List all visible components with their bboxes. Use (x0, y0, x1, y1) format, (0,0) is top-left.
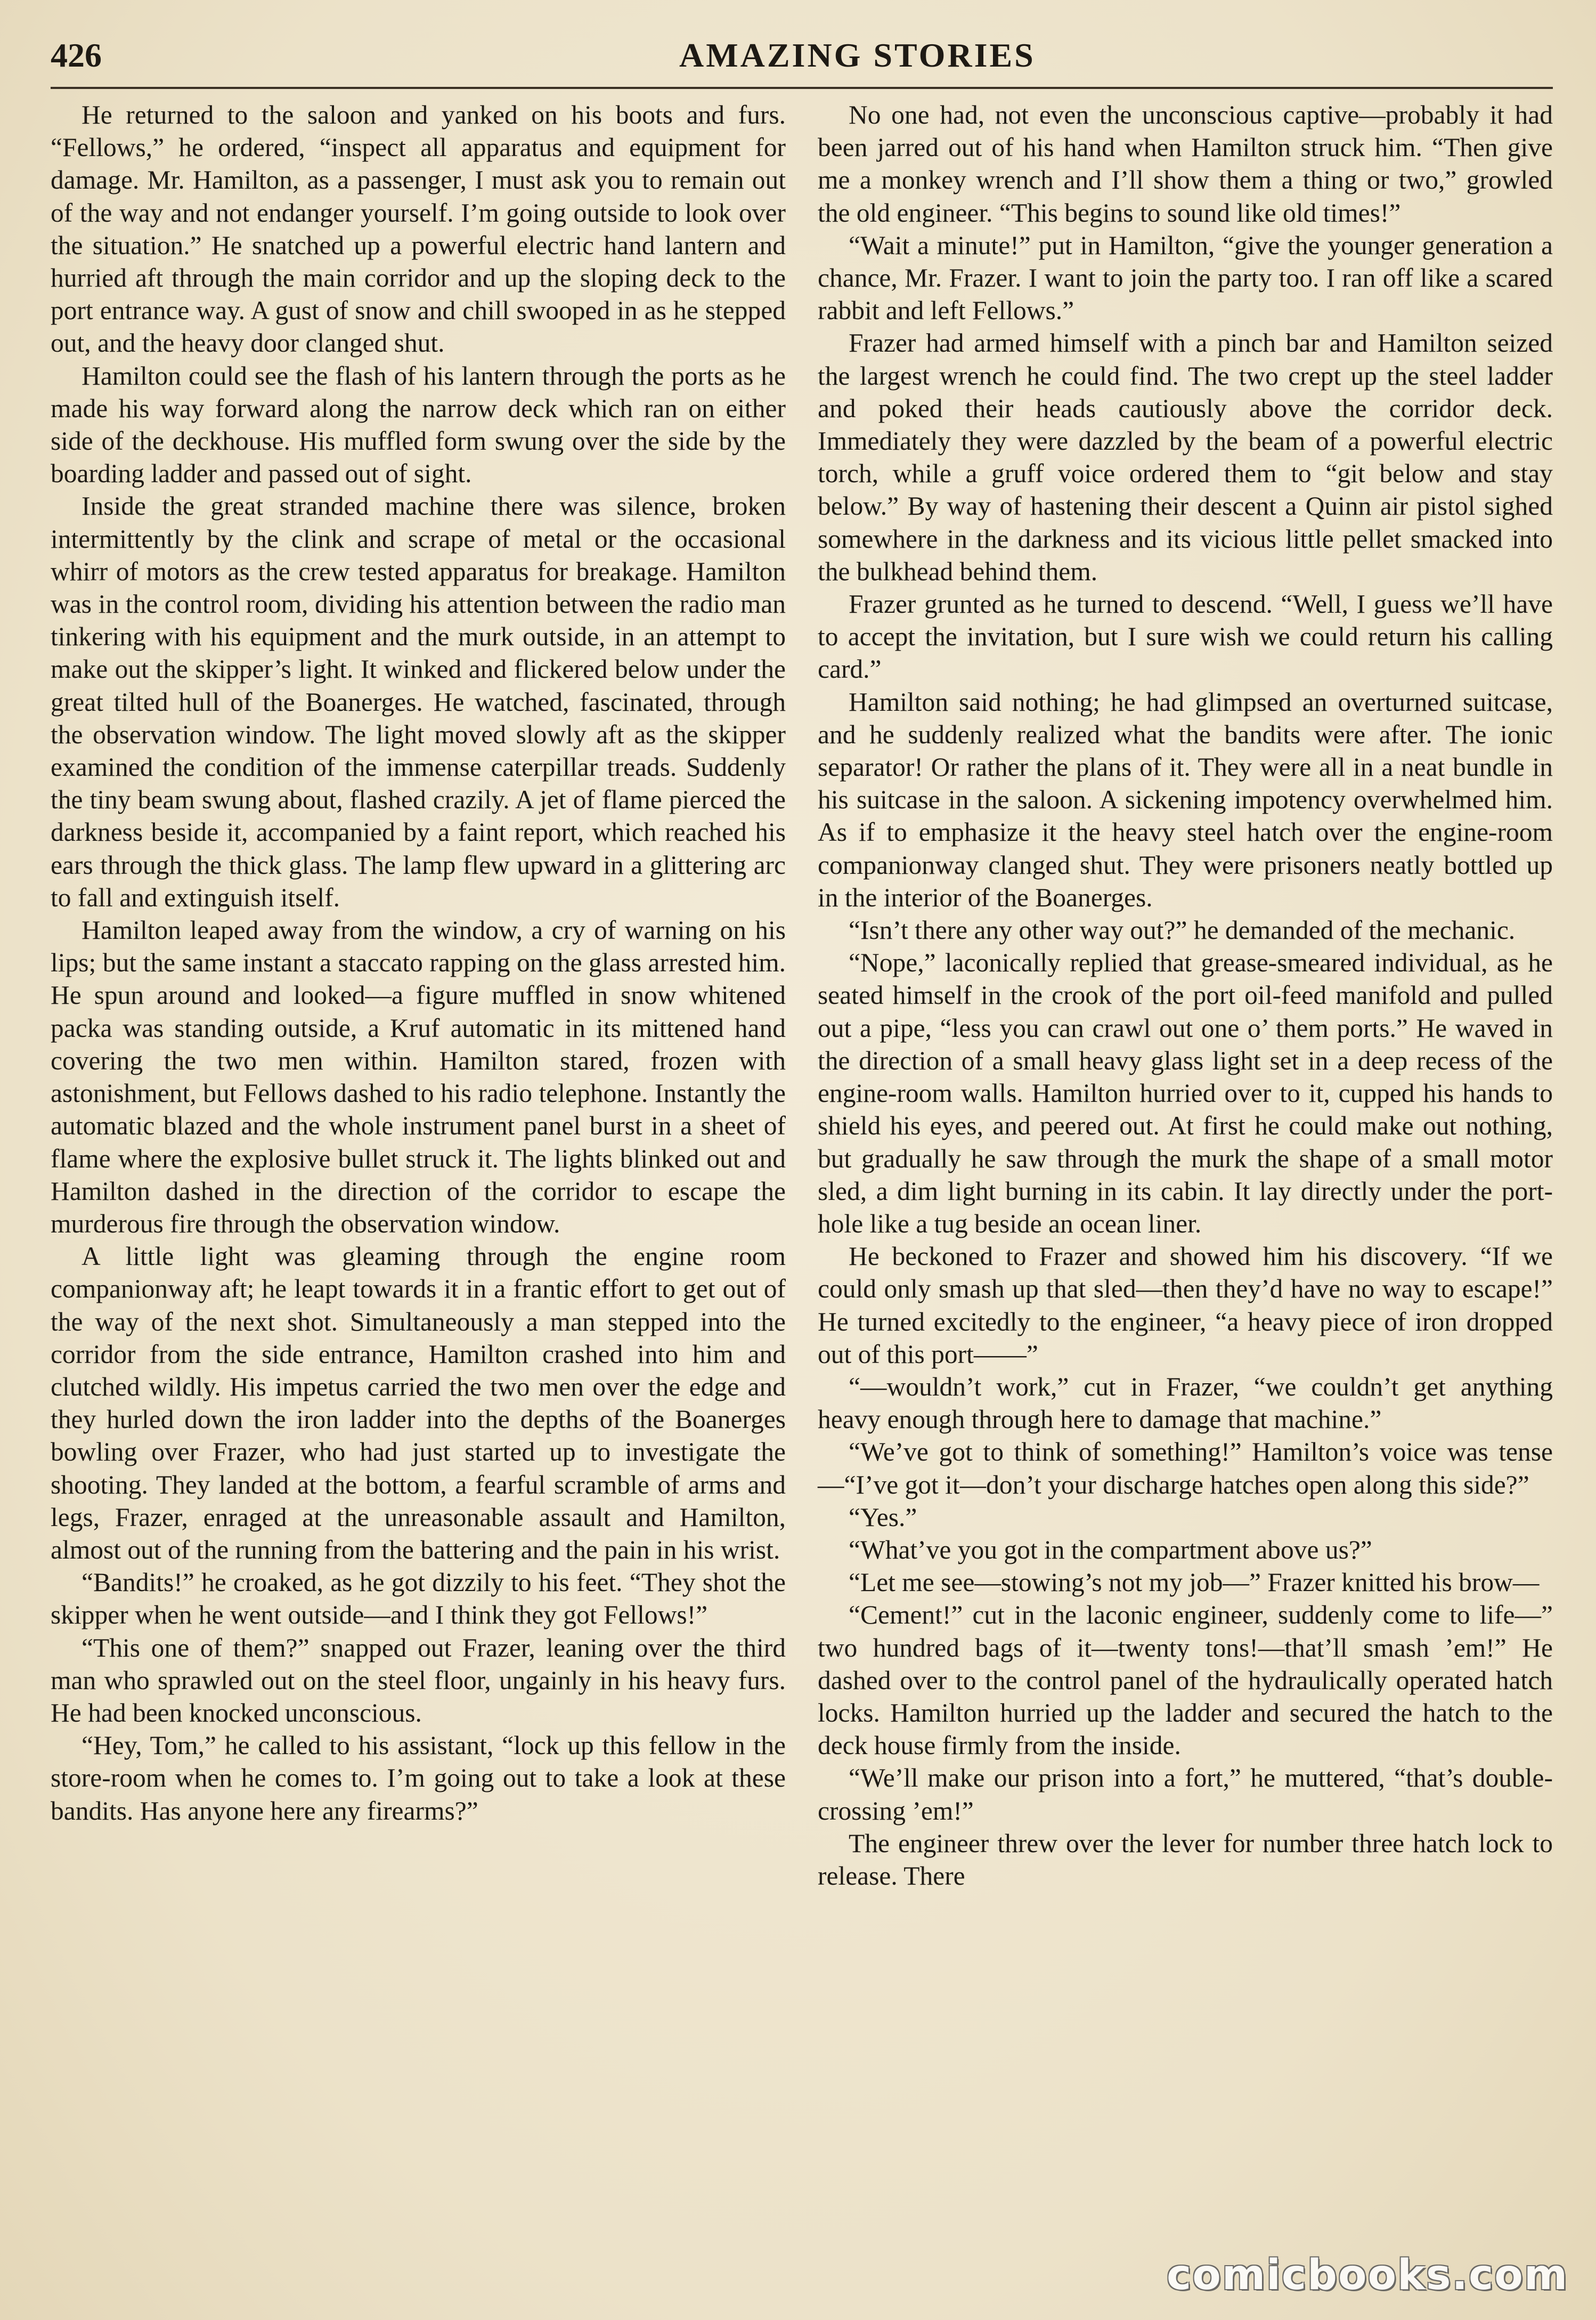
paragraph: “—wouldn’t work,” cut in Frazer, “we couldn’t get anything heavy enough through here to damage that machine.” (818, 1372, 1553, 1434)
paragraph: Hamilton leaped away from the window, a cry of warning on his lips; but the same instant a staccato rapping on the glass arrested him. He spun around and looked—a figure muffled in snow whitened packa was standing outside, a Kruf automatic in its mittened hand covering the two men within. Hamilton stared, frozen with astonishment, but Fellows dashed to his radio telephone. Instantly the automatic blazed and the whole instrument panel burst in a sheet of flame where the explosive bullet struck it. The lights blinked out and Hamilton dashed in the direction of the corridor to escape the murderous fire through the observation window. (51, 915, 786, 1238)
paragraph: A little light was gleaming through the engine room companionway aft; he leapt towards it in a frantic effort to get out of the way of the next shot. Simultaneously a man stepped into the corridor from the side entrance, Hamilton crashed into him and clutched wildly. His impetus carried the two men over the edge and they hurled down the iron ladder into the depths of the Boanerges bowling over Frazer, who had just started up to investigate the shooting. They landed at the bottom, a fearful scramble of arms and legs, Frazer, enraged at the unreasonable assault and Hamilton, almost out of the running from the battering and the pain in his wrist. (51, 1242, 786, 1564)
paragraph: No one had, not even the unconscious captive—probably it had been jarred out of his hand when Hamilton struck him. “Then give me a monkey wrench and I’ll show them a thing or two,” growled the old engineer. “This begins to sound like old times!” (818, 100, 1553, 228)
watermark: comicbooks.com (1167, 2251, 1569, 2299)
page-header (51, 29, 1553, 88)
paragraph: “We’ve got to think of something!” Hamilton’s voice was tense—“I’ve got it—don’t your discharge hatches open along this side?” (818, 1437, 1553, 1499)
paragraph: He beckoned to Frazer and showed him his discovery. “If we could only smash up that sled—then they’d have no way to escape!” He turned excitedly to the engineer, “a heavy piece of iron dropped out of this port——” (818, 1242, 1553, 1369)
right-column (818, 99, 1553, 1892)
paragraph: “Cement!” cut in the laconic engineer, suddenly come to life—” two hundred bags of it—twenty tons!—that’ll smash ’em!” He dashed over to the control panel of the hydraulically operated hatch locks. Hamilton hurried up the ladder and secured the hatch to the deck house firmly from the inside. (818, 1600, 1553, 1761)
paragraph: “Nope,” laconically replied that grease-smeared individual, as he seated himself in the crook of the port oil-feed manifold and pulled out a pipe, “less you can crawl out one o’ them ports.” He waved in the direction of a small heavy glass light set in a deep recess of the engine-room walls. Hamilton hurried over to it, cupped his hands to shield his eyes, and peered out. At first he could make out nothing, but gradually he saw through the murk the shape of a small motor sled, a dim light burning in its cabin. It lay directly under the port-hole like a tug beside an ocean liner. (818, 948, 1553, 1238)
paragraph: Frazer grunted as he turned to descend. “Well, I guess we’ll have to accept the invitation, but I sure wish we could return his calling card.” (818, 589, 1553, 684)
magazine-title: AMAZING STORIES (679, 36, 1036, 74)
paragraph: “What’ve you got in the compartment above us?” (849, 1535, 1372, 1564)
paragraph: Hamilton could see the flash of his lantern through the ports as he made his way forward along the narrow deck which ran on either side of the deckhouse. His muffled form swung over the side by the boarding ladder and passed out of sight. (51, 361, 786, 489)
paragraph: “Hey, Tom,” he called to his assistant, “lock up this fellow in the store-room when he comes to. I’m going out to take a look at these bandits. Has anyone here any firearms?” (51, 1731, 786, 1826)
paragraph: “We’ll make our prison into a fort,” he muttered, “that’s double-crossing ’em!” (818, 1763, 1553, 1826)
paragraph: “Bandits!” he croaked, as he got dizzily to his feet. “They shot the skipper when he went outside—and I think they got Fellows!” (51, 1568, 786, 1630)
paragraph: The engineer threw over the lever for number three hatch lock to release. There (818, 1828, 1553, 1891)
left-column (51, 99, 786, 1827)
header-rule (51, 87, 1553, 89)
paragraph: “Yes.” (849, 1502, 917, 1532)
paragraph: “Let me see—stowing’s not my job—” Frazer knitted his brow— (849, 1568, 1540, 1597)
paragraph: “Wait a minute!” put in Hamilton, “give the younger generation a chance, Mr. Frazer. I want to join the party too. I ran off like a scared rabbit and left Fellows.” (818, 230, 1553, 326)
paragraph: Hamilton said nothing; he had glimpsed an overturned suitcase, and he suddenly realized what the bandits were after. The ionic separator! Or rather the plans of it. They were all in a neat bundle in his suitcase in the saloon. A sickening impotency overwhelmed him. As if to emphasize it the heavy steel hatch over the engine-room companionway clanged shut. They were prisoners neatly bottled up in the interior of the Boanerges. (818, 687, 1553, 912)
paragraph: He returned to the saloon and yanked on his boots and furs. “Fellows,” he ordered, “inspect all apparatus and equipment for damage. Mr. Hamilton, as a passenger, I must ask you to remain out of the way and not endanger yourself. I’m going outside to look over the situation.” He snatched up a powerful electric hand lantern and hurried aft through the main corridor and up the sloping deck to the port entrance way. A gust of snow and chill swooped in as he stepped out, and the heavy door clanged shut. (51, 100, 786, 358)
paragraph: Frazer had armed himself with a pinch bar and Hamilton seized the largest wrench he could find. The two crept up the steel ladder and poked their heads cautiously above the corridor deck. Immediately they were dazzled by the beam of a powerful electric torch, while a gruff voice ordered them to “git below and stay below.” By way of hastening their descent a Quinn air pistol sighed somewhere in the darkness and its vicious little pellet smacked into the bulkhead behind them. (818, 328, 1553, 586)
page-number: 426 (51, 36, 102, 74)
paragraph: Inside the great stranded machine there was silence, broken intermittently by the clink and scrape of metal or the occasional whirr of motors as the crew tested apparatus for breakage. Hamilton was in the control room, dividing his attention between the radio man tinkering with his equipment and the murk outside, in an attempt to make out the skipper’s light. It winked and flickered below under the great tilted hull of the Boanerges. He watched, fascinated, through the observation window. The light moved slowly aft as the skipper examined the condition of the immense caterpillar treads. Suddenly the tiny beam swung about, flashed crazily. A jet of flame pierced the darkness beside it, accompanied by a faint report, which reached his ears through the thick glass. The lamp flew upward in a glittering arc to fall and extinguish itself. (51, 491, 786, 912)
paragraph: “Isn’t there any other way out?” he demanded of the mechanic. (849, 915, 1516, 945)
paragraph: “This one of them?” snapped out Frazer, leaning over the third man who sprawled out on the steel floor, ungainly in his heavy furs. He had been knocked unconscious. (51, 1633, 786, 1727)
